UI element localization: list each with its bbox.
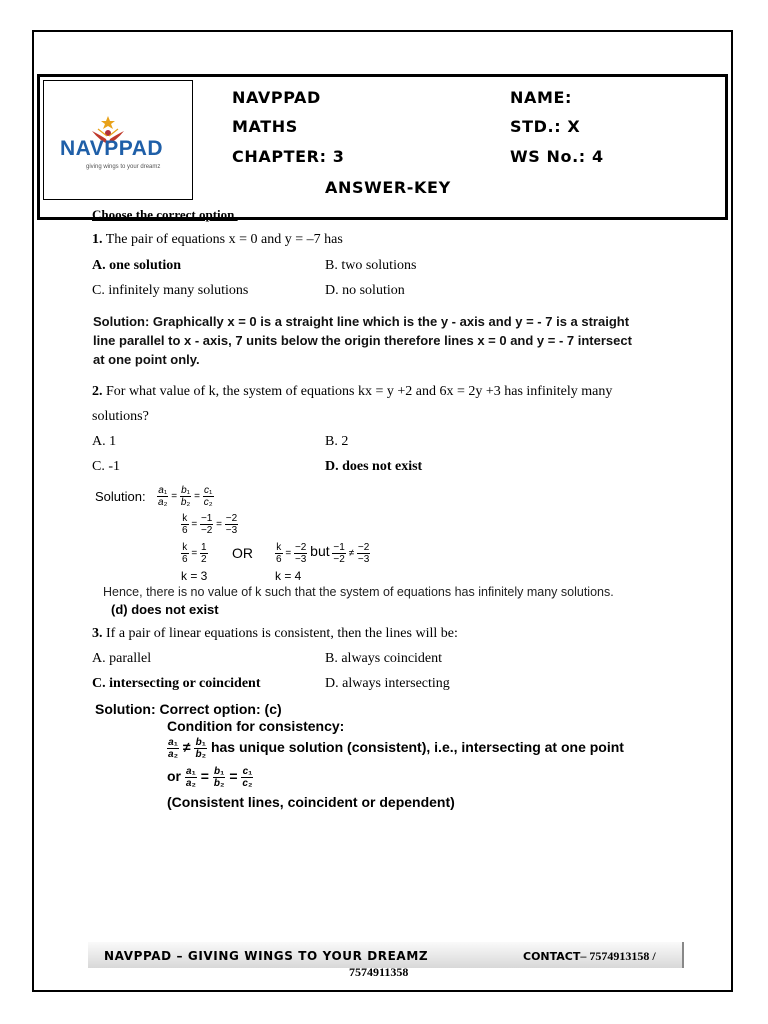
logo-text: NAVPPAD — [60, 137, 164, 160]
subject: MATHS — [232, 117, 298, 136]
k3-text: k = 3 — [181, 569, 208, 583]
fraction: $\frac{\text{b₁}}{\text{b₂}}$ — [195, 737, 207, 760]
q1-option-b: B. two solutions — [325, 258, 417, 273]
contact-number-2: 7574911358 — [349, 965, 409, 979]
q1-solution — [93, 312, 632, 369]
fraction: $\frac{\text{a₁}}{\text{a₂}}$ — [168, 737, 179, 760]
q2-option-b: B. 2 — [325, 434, 349, 449]
footer-tagline: NAVPPAD – GIVING WINGS TO YOUR DREAMZ — [104, 949, 429, 963]
contact-number-1: – 7574913158 / — [580, 949, 656, 963]
fraction: $\frac{-1}{-2}$ — [333, 542, 345, 565]
instruction: Choose the correct option. — [92, 207, 238, 222]
q2-substitute-line: $\frac{k}{6}$ = $\frac{-1}{-2}$ = $\frac{-2}{-3}$ — [182, 513, 238, 536]
question-1 — [92, 232, 343, 248]
contact-label: CONTACT — [523, 950, 581, 963]
fraction: $\frac{\text{b₁}}{\text{b₂}}$ — [213, 766, 225, 789]
k4-text: k = 4 — [275, 569, 302, 583]
fraction: $\frac{\text{c₁}}{\text{c₂}}$ — [203, 485, 213, 508]
q3-solution-title: Solution: Correct option: (c) — [95, 701, 282, 717]
fraction: $\frac{\text{c₁}}{\text{c₂}}$ — [242, 766, 253, 789]
fraction: $\frac{-2}{-3}$ — [357, 542, 370, 565]
q1-solution-line: line parallel to x - axis, 7 units below the origin therefore lines x = 0 and y = - 7 intersect — [93, 333, 632, 348]
q3-unique-line: $\frac{\text{a₁}}{\text{a₂}}$ ≠ $\frac{\text{b₁}}{\text{b₂}}$ has unique solution (consistent), i.e., intersecting at one point — [168, 737, 624, 760]
question-text: If a pair of linear equations is consistent, then the lines will be: — [106, 626, 458, 641]
org-name: NAVPPAD — [232, 88, 321, 107]
q2-option-a: A. 1 — [92, 434, 117, 449]
q3-condition: Condition for consistency: — [167, 718, 345, 734]
fraction: $\frac{1}{2}$ — [200, 542, 207, 565]
question-text: For what value of k, the system of equations kx = y +2 and 6x = 2y +3 has infinitely many — [106, 384, 613, 399]
std-label: STD.: X — [510, 117, 581, 136]
q1-solution-line: Solution: Graphically x = 0 is a straight line which is the y - axis and y = - 7 is a straight — [93, 314, 630, 329]
q3-option-d: D. always intersecting — [325, 676, 450, 691]
q1-solution-line: at one point only. — [93, 352, 200, 367]
but-text: but — [310, 543, 330, 560]
q2-conclusion: Hence, there is no value of k such that the system of equations has infinitely many solutions. — [103, 585, 614, 599]
logo-tagline: giving wings to your dreamz — [86, 164, 161, 170]
q1-option-d: D. no solution — [325, 283, 405, 298]
fraction: $\frac{k}{6}$ — [182, 542, 188, 565]
fraction: $\frac{\text{b₁}}{\text{b₂}}$ — [180, 485, 191, 508]
question-2-cont: solutions? — [92, 409, 149, 424]
q3-consistent-note: (Consistent lines, coincident or dependent) — [167, 794, 455, 810]
q3-option-b: B. always coincident — [325, 651, 443, 666]
q2-case-2: $\frac{k}{6}$ = $\frac{-2}{-3}$ but $\frac{-1}{-2}$ ≠ $\frac{-2}{-3}$ — [276, 542, 370, 565]
or-text: or — [167, 768, 181, 785]
q2-option-c: C. -1 — [92, 459, 120, 474]
header-box — [37, 74, 728, 220]
question-2 — [92, 384, 612, 400]
q1-option-a: A. one solution — [92, 258, 182, 273]
q2-ratio-line: $\frac{\text{a₁}}{\text{a₂}}$ = $\frac{\text{b₁}}{\text{b₂}}$ = $\frac{\text{c₁}}{\text{c₂}}$ — [158, 485, 213, 508]
question-number: 2. — [92, 384, 103, 399]
question-3 — [92, 626, 458, 642]
q3-option-c: C. intersecting or coincident — [92, 676, 261, 691]
logo-box — [43, 80, 193, 200]
q3-unique-text: has unique solution (consistent), i.e., intersecting at one point — [210, 739, 624, 756]
or-text: OR — [232, 545, 253, 561]
question-number: 3. — [92, 626, 103, 641]
fraction: $\frac{-2}{-3}$ — [294, 542, 307, 565]
q2-final-answer: (d) does not exist — [111, 602, 219, 617]
question-number: 1. — [92, 232, 103, 247]
fraction: $\frac{\text{a₁}}{\text{a₂}}$ — [185, 766, 196, 789]
footer-contact — [523, 949, 656, 964]
fraction: $\frac{\text{a₁}}{\text{a₂}}$ — [158, 485, 168, 508]
page-title: ANSWER-KEY — [325, 178, 451, 197]
q2-solution-label: Solution: — [95, 489, 146, 504]
fraction: $\frac{-1}{-2}$ — [200, 513, 213, 536]
q1-option-c: C. infinitely many solutions — [92, 283, 249, 298]
ws-label: WS No.: 4 — [510, 147, 604, 166]
chapter: CHAPTER: 3 — [232, 147, 345, 166]
fraction: $\frac{k}{6}$ — [276, 542, 282, 565]
q3-option-a: A. parallel — [92, 651, 152, 666]
q3-or-line: or $\frac{\text{a₁}}{\text{a₂}}$ = $\frac{\text{b₁}}{\text{b₂}}$ = $\frac{\text{c₁}}{\text{c₂}}$ — [167, 766, 253, 789]
fraction: $\frac{k}{6}$ — [182, 513, 188, 536]
q2-option-d: D. does not exist — [325, 459, 423, 474]
question-text: The pair of equations x = 0 and y = –7 has — [105, 232, 343, 247]
fraction: $\frac{-2}{-3}$ — [225, 513, 238, 536]
q2-case-1: $\frac{k}{6}$ = $\frac{1}{2}$ — [182, 542, 207, 565]
name-label: NAME: — [510, 88, 573, 107]
